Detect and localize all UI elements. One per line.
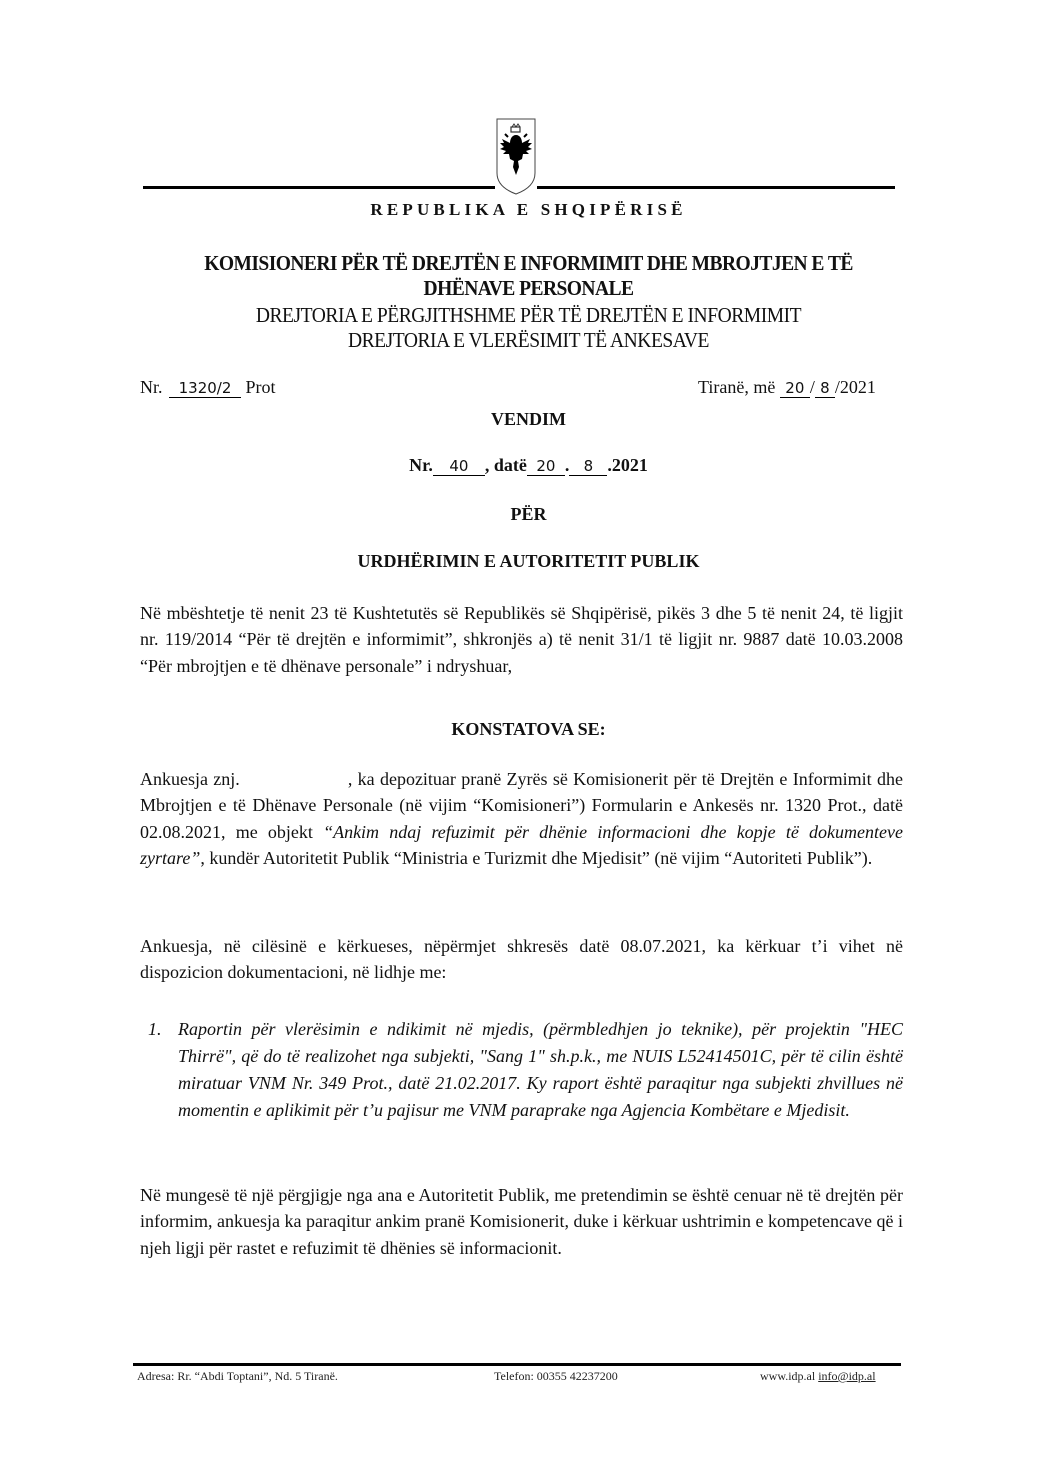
decision-per: PËR <box>510 504 547 524</box>
place-date-day: 20 <box>780 380 810 398</box>
decision-subject: URDHËRIMIN E AUTORITETIT PUBLIK <box>357 551 700 571</box>
footer-contact <box>760 1369 876 1384</box>
place-date-month: 8 <box>815 380 835 398</box>
findings-heading: KONSTATOVA SE: <box>451 719 606 739</box>
requested-documents-list <box>148 1016 903 1124</box>
header-rule-left <box>143 186 495 189</box>
footer-email-link[interactable]: info@idp.al <box>818 1369 876 1383</box>
header-rule-right <box>537 186 895 189</box>
institution-name <box>37 251 1020 301</box>
footer-website[interactable]: www.idp.al <box>760 1369 816 1383</box>
list-item-text: Raportin për vlerësimin e ndikimit në mjedis, (përmbledhjen jo teknike), për projektin "HEC Thirrë", që do të realizohet nga subjekti, "Sang 1" sh.p.k., me NUIS L52414501C, për të cilin është miratuar VNM Nr. 349 Prot., datë 21.02.2017. Ky raport është paraqitur nga subjekti zhvillues në momentin e aplikimit për t’u pajisur me VNM paraprake nga Agjencia Kombëtare e Mjedisit. <box>178 1019 903 1120</box>
directorate-line1: DREJTORIA E PËRGJITHSHME PËR TË DREJTËN E INFORMIMIT <box>255 303 802 327</box>
decision-number: Nr. 40 , datë 20 . 8 .2021 <box>409 455 648 475</box>
decision-number-value: 40 <box>433 458 485 476</box>
complaint-filed-paragraph: Në mungesë të një përgjigje nga ana e Autoritetit Publik, me pretendimin se është cenuar në të drejtën për informim, ankuesja ka paraqitur ankim pranë Komisionerit, duke i kërkuar ushtrimin e kompetencave që i njeh ligji për rastet e refuzimit të dhënies së informacionit. <box>140 1185 903 1258</box>
directorate-names <box>37 303 1020 353</box>
legal-basis-paragraph: Në mbështetje të nenit 23 të Kushtetutës së Republikës së Shqipërisë, pikës 3 dhe 5 të nenit 24, të ligjit nr. 119/2014 “Për të drejtën e informimit”, shkronjës a) të nenit 31/1 të ligjit nr. 9887 datë 10.03.2008 “Për mbrojtjen e të dhënave personale” i ndryshuar, <box>140 603 903 676</box>
footer-address: Adresa: Rr. “Abdi Toptani”, Nd. 5 Tiranë. <box>137 1369 338 1383</box>
directorate-line2: DREJTORIA E VLERËSIMIT TË ANKESAVE <box>347 328 710 352</box>
institution-name-line2: DHËNAVE PERSONALE <box>423 276 634 300</box>
decision-title: VENDIM <box>491 409 566 429</box>
albanian-coat-of-arms-icon <box>494 117 538 195</box>
complaint-paragraph: Ankuesja znj. , ka depozituar pranë Zyrës së Komisionerit për të Drejtën e Informimit dhe Mbrojtjen e të Dhënave Personale (në vijim “Komisioneri”) Formularin e Ankesës nr. 1320 Prot., datë 02.08.2021, me objekt “Ankim ndaj refuzimit për dhënie informacioni dhe kopje të dokumenteve zyrtare”, kundër Autoritetit Publik “Ministria e Turizmit dhe Mjedisit” (në vijim “Autoriteti Publik”). <box>140 769 904 868</box>
decision-day: 20 <box>527 458 565 476</box>
country-title: REPUBLIKA E SHQIPËRISË <box>370 200 687 219</box>
list-item-number: 1. <box>148 1019 162 1039</box>
protocol-number-value: 1320/2 <box>169 380 241 398</box>
place-date: Tiranë, më 20 / 8 /2021 <box>698 377 876 397</box>
request-paragraph: Ankuesja, në cilësinë e kërkueses, nëpërmjet shkresës datë 08.07.2021, ka kërkuar t’i vihet në dispozicion dokumentacioni, në lidhje me: <box>140 936 903 983</box>
footer-phone: Telefon: 00355 42237200 <box>494 1369 618 1383</box>
footer-rule <box>133 1363 901 1366</box>
institution-name-line1: KOMISIONERI PËR TË DREJTËN E INFORMIMIT DHE MBROJTJEN E TË <box>204 251 853 275</box>
list-item <box>148 1016 903 1124</box>
complaint-object: “Ankim ndaj refuzimit për dhënie informacioni dhe kopje të dokumenteve zyrtare” <box>140 821 903 868</box>
protocol-number: Nr. 1320/2 Prot <box>140 377 276 397</box>
decision-month: 8 <box>569 458 607 476</box>
